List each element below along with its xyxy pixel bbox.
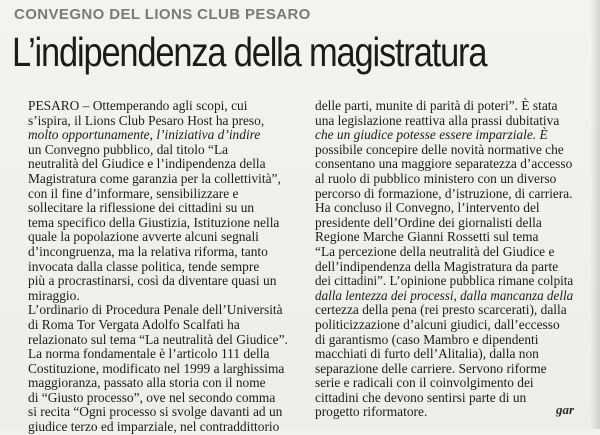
article-column-right <box>315 99 573 420</box>
text-line: dei cittadini”. L’opinione pubblica rimane colpita <box>315 273 574 289</box>
text-line: PESARO – Ottemperando agli scopi, cui <box>28 98 248 113</box>
text-line: macchiati di furto dell’Alitalia), dalla non <box>315 346 539 362</box>
text-line: invocata dalla classe politica, tende sempre <box>28 258 260 274</box>
text-line: al ruolo di pubblico ministero con un diverso <box>315 170 557 186</box>
text-line: s’ispira, il Lions Club Pesaro Host ha preso, <box>28 112 265 128</box>
text-line: quale la popolazione avverte alcuni segnali <box>28 229 259 245</box>
text-line: Magistratura come garanzia per la collettività”, <box>28 170 281 186</box>
text-line: progetto riformatore. <box>315 404 428 420</box>
text-line: Regione Marche Gianni Rossetti sul tema <box>315 229 539 245</box>
text-line: sollecitare la riflessione dei cittadini su un <box>28 200 255 216</box>
article-kicker: CONVEGNO DEL LIONS CLUB PESARO <box>14 6 311 23</box>
author-signature: gar <box>556 402 575 417</box>
text-line: “La percezione della neutralità del Giudice e <box>315 243 555 259</box>
text-line: tema specifico della Giustizia, Istituzione nella <box>28 214 280 230</box>
text-line: possibile concepire delle novità normative che <box>315 141 564 157</box>
text-line: dalla lentezza dei processi, dalla mancanza della <box>315 287 574 303</box>
text-line: percorso di formazione, d’istruzione, di carriera. <box>315 185 573 201</box>
text-line: maggioranza, passato alla storia con il nome <box>28 375 266 391</box>
text-line: molto opportunamente, l’iniziativa d’indire <box>28 127 261 143</box>
text-line: giudice terzo ed imparziale, nel contraddittorio <box>28 419 280 435</box>
article-column-left <box>28 99 299 435</box>
text-line: relazionato sul tema “La neutralità del Giudice”. <box>28 331 288 347</box>
text-line: politicizzazione d’alcuni giudici, dall’eccesso <box>315 316 560 332</box>
text-line: certezza della pena (rei presto scarcerati), dalla <box>315 302 567 318</box>
text-line: d’incongruenza, ma la relativa riforma, tanto <box>28 243 268 259</box>
text-line: neutralità del Giudice e l’indipendenza della <box>28 156 266 172</box>
text-line: L’ordinario di Procedura Penale dell’Università <box>28 302 283 318</box>
text-line: si recita “Ogni processo si svolge davanti ad un <box>28 404 283 420</box>
text-line: Ha concluso il Convegno, l’intervento del <box>315 200 540 216</box>
text-line: Costituzione, modificato nel 1999 a larghissima <box>28 360 285 376</box>
text-line: di “Giusto processo”, ove nel secondo comma <box>28 389 276 405</box>
text-line: di Roma Tor Vergata Adolfo Scalfati ha <box>28 316 240 332</box>
text-line: miraggio. <box>28 287 80 303</box>
text-line: dell’indipendenza della Magistratura da parte <box>315 258 559 274</box>
article-headline: L’indipendenza della magistratura <box>12 29 487 75</box>
text-line: La norma fondamentale è l’articolo 111 della <box>28 346 270 362</box>
text-line: che un giudice potesse essere imparziale. È <box>315 127 548 143</box>
text-line: una legislazione reattiva alla prassi dubitativa <box>315 112 560 128</box>
text-line: presidente dell’Ordine dei giornalisti della <box>315 214 542 230</box>
text-line: di garantismo (caso Mambro e dipendenti <box>315 331 539 347</box>
text-line: separazione delle carriere. Servono riforme <box>315 360 547 376</box>
text-line: serie e radicali con il coinvolgimento dei <box>315 375 534 391</box>
text-line: delle parti, munite di parità di poteri”. È stata <box>315 98 558 113</box>
text-line: consentano una maggiore separatezza d’accesso <box>315 156 573 172</box>
text-line: cittadini che devono sentirsi parte di un <box>315 389 527 405</box>
text-line: più a procrastinarsi, così da diventare quasi un <box>28 273 277 289</box>
text-line: con il fine d’informare, sensibilizzare e <box>28 185 239 201</box>
text-line: un Convegno pubblico, dal titolo “La <box>28 141 229 157</box>
page-edge-shadow <box>590 0 600 429</box>
